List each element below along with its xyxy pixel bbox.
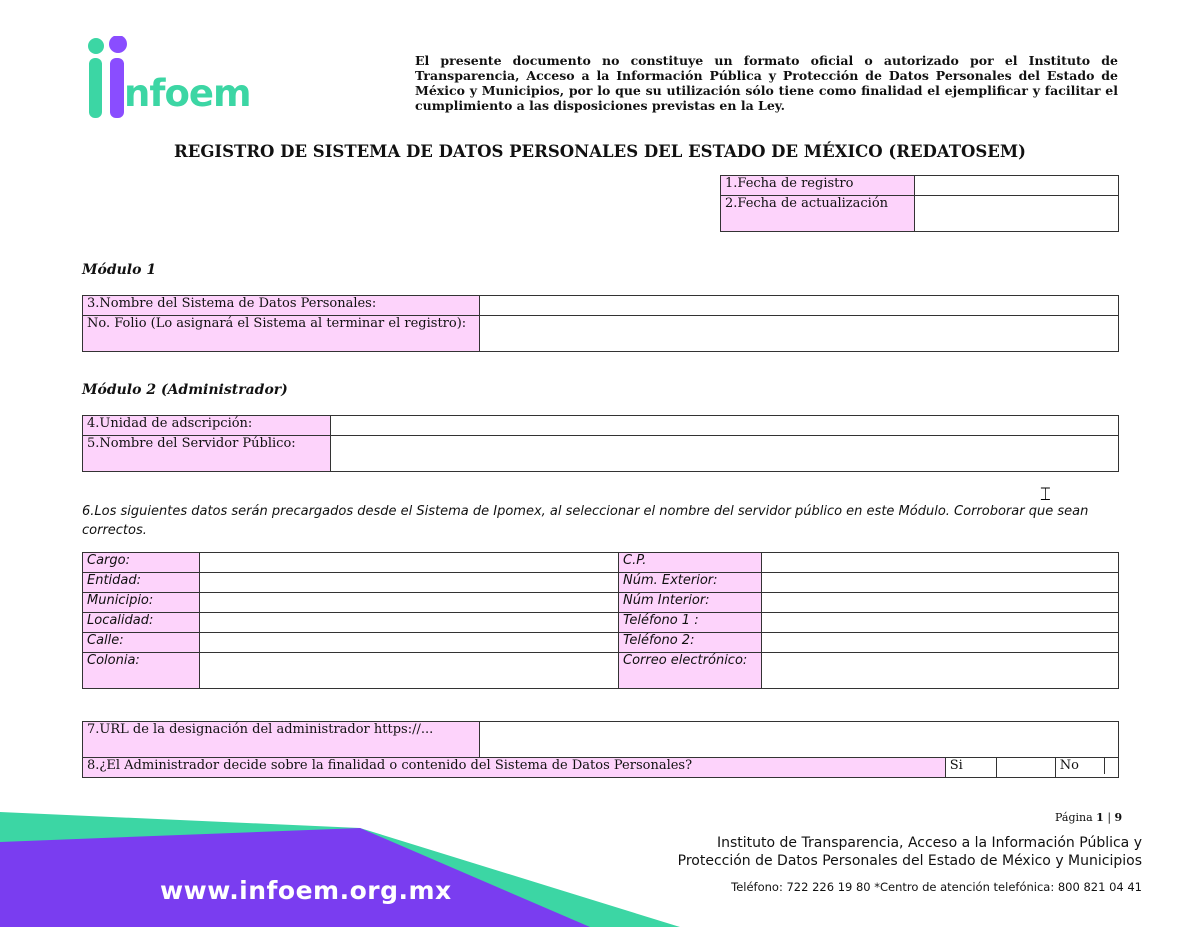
precarga-note: 6.Los siguientes datos serán precargados desde el Sistema de Ipomex, al seleccionar el nombre del servidor público en este Módulo. Corroborar que sean correctos.: [82, 504, 1089, 538]
institute-line1: Instituto de Transparencia, Acceso a la Información Pública y: [717, 835, 1142, 851]
calle-field[interactable]: [200, 633, 619, 653]
page-label: Página: [1055, 811, 1093, 824]
logo-text: nfoem: [124, 72, 251, 115]
si-checkbox[interactable]: [996, 758, 1055, 778]
correo-label: Correo electrónico:: [619, 653, 762, 689]
fecha-actualizacion-field[interactable]: [915, 196, 1119, 232]
num-interior-label: Núm Interior:: [619, 593, 762, 613]
text-cursor-icon: ⌶: [1040, 484, 1051, 505]
correo-field[interactable]: [762, 653, 1119, 689]
folio-label: No. Folio (Lo asignará el Sistema al terminar el registro):: [83, 316, 480, 352]
telefono2-field[interactable]: [762, 633, 1119, 653]
decide-label: 8.¿El Administrador decide sobre la finalidad o contenido del Sistema de Datos Personales?: [83, 758, 946, 778]
no-checkbox[interactable]: [1104, 758, 1118, 774]
disclaimer-text: El presente documento no constituye un formato oficial o autorizado por el Instituto de Transparencia, Acceso a la Información Pública y Protección de Datos Personales del Estado de México y Municipios, por lo que su utilización sólo tiene como finalidad el ejemplificar y facilitar el cumplimiento a las disposiciones previstas en la Ley.: [415, 53, 1118, 113]
entidad-field[interactable]: [200, 573, 619, 593]
url-designacion-field[interactable]: [480, 722, 1119, 758]
fecha-registro-field[interactable]: [915, 176, 1119, 196]
entidad-label: Entidad:: [83, 573, 200, 593]
cp-field[interactable]: [762, 553, 1119, 573]
num-exterior-label: Núm. Exterior:: [619, 573, 762, 593]
num-exterior-field[interactable]: [762, 573, 1119, 593]
final-table: [82, 721, 1119, 778]
modulo1-table: [82, 295, 1119, 352]
fecha-actualizacion-label: 2.Fecha de actualización: [721, 196, 915, 232]
cargo-field[interactable]: [200, 553, 619, 573]
folio-field[interactable]: [480, 316, 1119, 352]
municipio-label: Municipio:: [83, 593, 200, 613]
no-group: [1055, 758, 1118, 778]
nombre-sistema-label: 3.Nombre del Sistema de Datos Personales:: [83, 296, 480, 316]
modulo2-label: Módulo 2 (Administrador): [82, 382, 288, 398]
telephone-info: Teléfono: 722 226 19 80 *Centro de atención telefónica: 800 821 04 41: [731, 880, 1142, 894]
page-total: 9: [1114, 811, 1123, 824]
unidad-field[interactable]: [331, 416, 1119, 436]
datos-table: [82, 552, 1119, 689]
localidad-label: Localidad:: [83, 613, 200, 633]
cp-label: C.P.: [619, 553, 762, 573]
num-interior-field[interactable]: [762, 593, 1119, 613]
nombre-sistema-field[interactable]: [480, 296, 1119, 316]
telefono2-label: Teléfono 2:: [619, 633, 762, 653]
dates-table: [720, 175, 1119, 232]
fecha-registro-label: 1.Fecha de registro: [721, 176, 915, 196]
no-subtable: [1056, 758, 1118, 774]
servidor-label: 5.Nombre del Servidor Público:: [83, 436, 331, 472]
telefono1-label: Teléfono 1 :: [619, 613, 762, 633]
page-separator: |: [1107, 811, 1112, 824]
url-designacion-label: 7.URL de la designación del administrador https://...: [83, 722, 480, 758]
telefono1-field[interactable]: [762, 613, 1119, 633]
localidad-field[interactable]: [200, 613, 619, 633]
cargo-label: Cargo:: [83, 553, 200, 573]
page-current: 1: [1096, 811, 1104, 824]
modulo1-label: Módulo 1: [82, 262, 157, 278]
calle-label: Calle:: [83, 633, 200, 653]
website-url[interactable]: www.infoem.org.mx: [160, 876, 452, 905]
institute-line2: Protección de Datos Personales del Estado de México y Municipios: [677, 853, 1142, 869]
unidad-label: 4.Unidad de adscripción:: [83, 416, 331, 436]
servidor-field[interactable]: [331, 436, 1119, 472]
colonia-label: Colonia:: [83, 653, 200, 689]
municipio-field[interactable]: [200, 593, 619, 613]
page-title: REGISTRO DE SISTEMA DE DATOS PERSONALES DEL ESTADO DE MÉXICO (REDATOSEM): [174, 142, 1026, 161]
colonia-field[interactable]: [200, 653, 619, 689]
modulo2-table: [82, 415, 1119, 472]
no-label: No: [1056, 758, 1105, 774]
si-label: Si: [945, 758, 996, 778]
institute-name: [678, 834, 1142, 870]
